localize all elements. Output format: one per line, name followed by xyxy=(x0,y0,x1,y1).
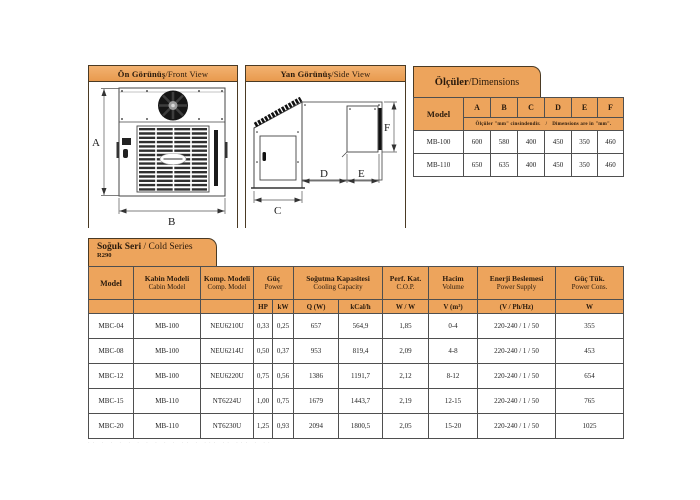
cell: 0,56 xyxy=(273,364,294,389)
cell: 2,05 xyxy=(383,414,429,439)
cell: MBC-20 xyxy=(89,414,134,439)
fan-icon xyxy=(158,91,188,121)
cell: 220-240 / 1 / 50 xyxy=(478,339,556,364)
cell: 564,9 xyxy=(339,314,383,339)
dim-label-c: C xyxy=(274,205,282,217)
cell: MB-110 xyxy=(414,154,464,177)
cell: 15-20 xyxy=(429,414,478,439)
front-view-svg xyxy=(89,82,237,228)
cell: MBC-08 xyxy=(89,339,134,364)
cell: MB-100 xyxy=(414,131,464,154)
dimension-c xyxy=(254,191,302,203)
cell: 580 xyxy=(491,131,518,154)
dimensions-tab: Ölçüler / Dimensions xyxy=(413,66,541,97)
table-row xyxy=(89,314,624,339)
cell: MB-110 xyxy=(134,389,201,414)
cell: NT6224U xyxy=(201,389,254,414)
cell: 220-240 / 1 / 50 xyxy=(478,364,556,389)
side-view-title-tr: Yan Görünüş xyxy=(280,68,332,79)
sub-empty xyxy=(134,300,201,314)
condenser-strip xyxy=(379,108,382,150)
cell: 657 xyxy=(294,314,339,339)
dims-col-c: C xyxy=(518,98,545,118)
cold-series-tab xyxy=(88,238,217,266)
table-row xyxy=(89,389,624,414)
dim-label-f: F xyxy=(384,122,391,134)
dimensions-tab-tr: Ölçüler xyxy=(434,76,469,88)
col-model: Model xyxy=(89,267,134,300)
cell: 654 xyxy=(556,364,624,389)
cell: 220-240 / 1 / 50 xyxy=(478,314,556,339)
cell: 0,75 xyxy=(254,364,273,389)
col-cooling-capacity: Soğutma Kapasitesi Cooling Capacity xyxy=(294,267,383,300)
cell: MB-100 xyxy=(134,339,201,364)
front-view-title-tr: Ön Görünüş xyxy=(117,68,166,79)
cell: 355 xyxy=(556,314,624,339)
sub-empty xyxy=(89,300,134,314)
col-cabin-model: Kabin Modeli Cabin Model xyxy=(134,267,201,300)
cell: 350 xyxy=(572,131,598,154)
col-power-supply: Enerji Beslemesi Power Supply xyxy=(478,267,556,300)
cell: 1,25 xyxy=(254,414,273,439)
dimension-b xyxy=(119,198,225,214)
cell: 765 xyxy=(556,389,624,414)
cell: 0-4 xyxy=(429,314,478,339)
cell: 400 xyxy=(518,131,545,154)
cell: MBC-12 xyxy=(89,364,134,389)
cell: 400 xyxy=(518,154,545,177)
cell: 220-240 / 1 / 50 xyxy=(478,414,556,439)
header-row xyxy=(89,267,624,300)
cell: NEU6210U xyxy=(201,314,254,339)
dim-label-e: E xyxy=(358,168,365,180)
cell: MB-110 xyxy=(134,414,201,439)
cell: 953 xyxy=(294,339,339,364)
cell: 0,33 xyxy=(254,314,273,339)
cell: 819,4 xyxy=(339,339,383,364)
cell: 1800,5 xyxy=(339,414,383,439)
sub-hp: HP xyxy=(254,300,273,314)
col-power: Güç Power xyxy=(254,267,294,300)
cell: 2,09 xyxy=(383,339,429,364)
table-row xyxy=(89,414,624,439)
table-row xyxy=(89,364,624,389)
cell: 2,19 xyxy=(383,389,429,414)
table-row xyxy=(89,339,624,364)
cell: 350 xyxy=(572,154,598,177)
door-handle xyxy=(263,152,267,161)
cell: 635 xyxy=(491,154,518,177)
sub-kw: kW xyxy=(273,300,294,314)
dim-label-b: B xyxy=(168,216,176,228)
sub-qw: Q (W) xyxy=(294,300,339,314)
cell: 1,00 xyxy=(254,389,273,414)
side-label-strip xyxy=(214,130,218,186)
side-view-panel xyxy=(245,65,406,228)
side-view-drawing xyxy=(246,82,405,228)
cell: 0,75 xyxy=(273,389,294,414)
brand-logo xyxy=(160,154,186,165)
cell: 4-8 xyxy=(429,339,478,364)
dim-label-d: D xyxy=(320,168,328,180)
dims-unit-note: Ölçüler "mm" cinsindendir. / Dimensions are in "mm". xyxy=(464,118,624,131)
cell: 220-240 / 1 / 50 xyxy=(478,389,556,414)
front-view-drawing xyxy=(89,82,237,228)
sub-vm3: V (m³) xyxy=(429,300,478,314)
condenser-door xyxy=(347,106,378,152)
cell: 1386 xyxy=(294,364,339,389)
front-view-title-en: Front View xyxy=(167,68,209,79)
sub-ww: W / W xyxy=(383,300,429,314)
cell: 0,50 xyxy=(254,339,273,364)
cell: 0,37 xyxy=(273,339,294,364)
subheader-row xyxy=(89,300,624,314)
cell: 1191,7 xyxy=(339,364,383,389)
front-view-title: Ön Görünüş / Front View xyxy=(89,66,237,82)
col-comp-model: Komp. Modeli Comp. Model xyxy=(201,267,254,300)
front-view-panel xyxy=(88,65,238,228)
footnote-fragment: ·· · · · · · · · · · ·· · ··· ·· ··· · ·· xyxy=(88,441,273,446)
dimensions-table xyxy=(413,97,624,177)
dims-col-e: E xyxy=(572,98,598,118)
cell: NEU6220U xyxy=(201,364,254,389)
side-view-svg xyxy=(246,82,405,228)
dims-col-a: A xyxy=(464,98,491,118)
cell: 2094 xyxy=(294,414,339,439)
cell: NT6230U xyxy=(201,414,254,439)
cell: 460 xyxy=(598,154,624,177)
table-row xyxy=(414,154,624,177)
col-volume: Hacim Volume xyxy=(429,267,478,300)
cell: 1,85 xyxy=(383,314,429,339)
cell: 1679 xyxy=(294,389,339,414)
cell: 460 xyxy=(598,131,624,154)
cell: 8-12 xyxy=(429,364,478,389)
dims-col-d: D xyxy=(545,98,572,118)
dimensions-tab-en: Dimensions xyxy=(471,76,520,88)
dim-label-a: A xyxy=(92,137,100,149)
col-power-cons: Güç Tük. Power Cons. xyxy=(556,267,624,300)
cell: 1025 xyxy=(556,414,624,439)
dims-model-header: Model xyxy=(414,98,464,131)
cell: 0,93 xyxy=(273,414,294,439)
dims-col-b: B xyxy=(491,98,518,118)
cell: 1443,7 xyxy=(339,389,383,414)
cell: 2,12 xyxy=(383,364,429,389)
cell: MB-100 xyxy=(134,314,201,339)
sub-vphhz: (V / Ph/Hz) xyxy=(478,300,556,314)
sub-kcal: kCal/h xyxy=(339,300,383,314)
side-view-title-en: Side View xyxy=(333,68,371,79)
cell: NEU6214U xyxy=(201,339,254,364)
cold-series-table xyxy=(88,266,624,439)
table-row xyxy=(414,131,624,154)
cell: MBC-04 xyxy=(89,314,134,339)
sub-empty xyxy=(201,300,254,314)
cold-series-tab-title: Soğuk Seri / Cold Series xyxy=(97,242,193,252)
cell: 450 xyxy=(545,154,572,177)
cell: 453 xyxy=(556,339,624,364)
cell: 450 xyxy=(545,131,572,154)
cell: 0,25 xyxy=(273,314,294,339)
sub-w: W xyxy=(556,300,624,314)
dims-col-f: F xyxy=(598,98,624,118)
side-view-title: Yan Görünüş / Side View xyxy=(246,66,405,82)
dimension-a xyxy=(101,89,119,196)
col-cop: Perf. Kat. C.O.P. xyxy=(383,267,429,300)
cell: MBC-15 xyxy=(89,389,134,414)
cell: 650 xyxy=(464,154,491,177)
refrigerant-label: R290 xyxy=(97,252,112,259)
cell: 12-15 xyxy=(429,389,478,414)
cell: MB-100 xyxy=(134,364,201,389)
cell: 600 xyxy=(464,131,491,154)
